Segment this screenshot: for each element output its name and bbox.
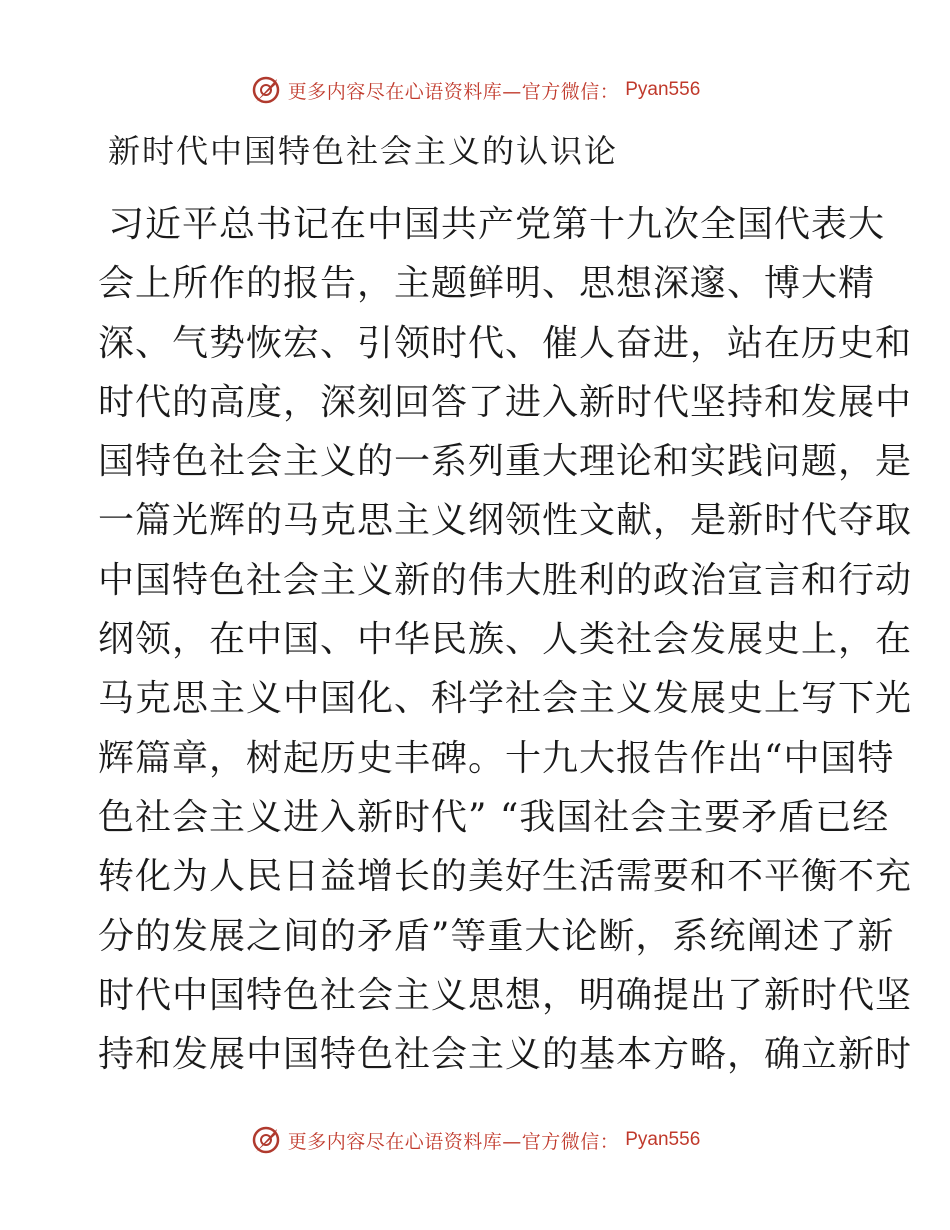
body-line: 中国特色社会主义新的伟大胜利的政治宣言和行动 [98,559,913,601]
banner-wechat-id: Pyan556 [625,1129,701,1150]
banner-text: 更多内容尽在心语资料库—官方微信： [287,80,620,103]
body-line: 时代的高度，深刻回答了进入新时代坚持和发展中 [98,381,913,423]
body-line: 持和发展中国特色社会主义的基本方略，确立新时 [98,1034,913,1076]
body-line: 国特色社会主义的一系列重大理论和实践问题，是 [98,441,913,483]
document-title: 新时代中国特色社会主义的认识论 [108,132,619,170]
body-line: 分的发展之间的矛盾”等重大论断，系统阐述了新 [98,915,895,957]
document-body [98,195,913,1084]
quill-circle-logo-icon [250,74,282,106]
body-line: 深、气势恢宏、引领时代、催人奋进，站在历史和 [98,322,913,364]
footer-banner [0,1120,950,1160]
body-line: 习近平总书记在中国共产党第十九次全国代表大 [108,204,886,245]
body-line: 辉篇章，树起历史丰碑。十九大报告作出“中国特 [98,737,895,779]
body-line: 时代中国特色社会主义思想，明确提出了新时代坚 [98,974,913,1016]
body-line: 会上所作的报告，主题鲜明、思想深邃、博大精 [98,263,876,305]
body-line: 一篇光辉的马克思主义纲领性文献，是新时代夺取 [98,500,913,542]
header-banner [0,70,950,110]
body-line: 色社会主义进入新时代” “我国社会主要矛盾已经 [98,796,890,838]
banner-wechat-id: Pyan556 [625,79,701,100]
quill-circle-logo-icon [250,1124,282,1156]
body-line: 纲领，在中国、中华民族、人类社会发展史上，在 [98,619,913,661]
banner-text: 更多内容尽在心语资料库—官方微信： [287,1130,620,1153]
body-line: 马克思主义中国化、科学社会主义发展史上写下光 [98,678,913,720]
body-line: 转化为人民日益增长的美好生活需要和不平衡不充 [98,856,913,898]
